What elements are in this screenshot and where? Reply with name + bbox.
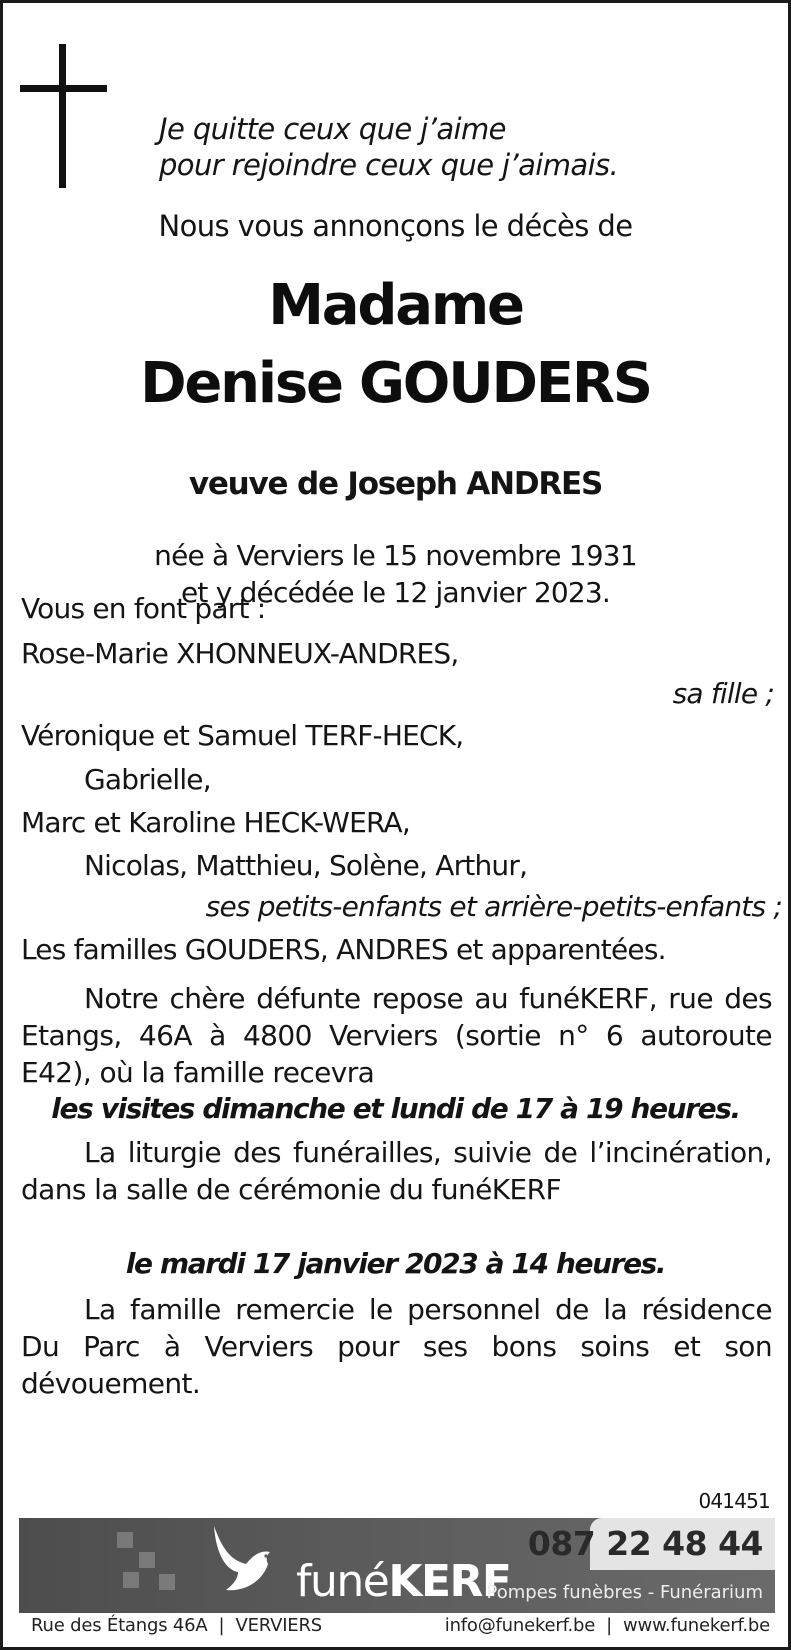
family-relatives: Les familles GOUDERS, ANDRES et apparentées. <box>21 933 666 966</box>
footer <box>31 1615 770 1636</box>
thanks-paragraph: La famille remercie le personnel de la résidence Du Parc à Verviers pour ses bons soins et son dévouement. <box>21 1293 772 1400</box>
widow-of: veuve de Joseph ANDRES <box>188 466 603 502</box>
address: Rue des Étangs 46A | VERVIERS <box>31 1615 323 1636</box>
ceremony-line: le mardi 17 janvier 2023 à 14 heures. <box>125 1247 666 1280</box>
cross-icon <box>59 44 66 188</box>
family-great-grandchildren-1: Gabrielle, <box>84 763 211 796</box>
decor-square <box>117 1532 133 1548</box>
cross-icon-bar <box>20 85 107 92</box>
announcement-intro: Nous vous annonçons le décès de <box>158 209 633 243</box>
family-grandchildren-role: ses petits-enfants et arrière-petits-enfants ; <box>205 890 782 923</box>
family-great-grandchildren-2: Nicolas, Matthieu, Solène, Arthur, <box>84 849 528 882</box>
funeral-home-logo <box>296 1556 510 1607</box>
birth-line: née à Verviers le 15 novembre 1931 <box>154 539 637 572</box>
family-grandchildren-2: Marc et Karoline HECK-WERA, <box>21 806 410 839</box>
family-heading: Vous en font part : <box>21 592 266 625</box>
visits-line: les visites dimanche et lundi de 17 à 19 heures. <box>51 1092 740 1125</box>
dove-icon <box>204 1520 284 1600</box>
rest-paragraph: Notre chère défunte repose au funéKERF, rue des Etangs, 46A à 4800 Verviers (sortie n° 6 autoroute E42), où la famille recevra <box>21 982 772 1089</box>
phone-number: 087 22 48 44 <box>527 1524 763 1563</box>
epitaph-line-1: Je quitte ceux que j’aime <box>159 112 506 146</box>
brand-bold: KERF <box>388 1556 511 1607</box>
liturgy-paragraph: La liturgie des funérailles, suivie de l’incinération, dans la salle de cérémonie du funéKERF <box>21 1136 772 1206</box>
tagline: Pompes funèbres - Funérarium <box>486 1582 763 1603</box>
title-salutation: Madame <box>268 273 523 338</box>
deceased-name: Denise GOUDERS <box>140 351 651 416</box>
epitaph-line-2: pour rejoindre ceux que j’aimais. <box>159 148 619 182</box>
family-grandchildren-1: Véronique et Samuel TERF-HECK, <box>21 719 464 752</box>
family-daughter: Rose-Marie XHONNEUX-ANDRES, <box>21 637 459 670</box>
epitaph <box>159 111 618 183</box>
decor-square <box>139 1552 155 1568</box>
decor-square <box>159 1574 175 1590</box>
reference-number: 041451 <box>698 1489 770 1513</box>
funeral-home-banner <box>19 1518 775 1613</box>
family-daughter-role: sa fille ; <box>672 677 774 710</box>
brand-prefix: funé <box>296 1556 389 1607</box>
death-line: et y décédée le 12 janvier 2023. <box>181 576 610 609</box>
contact-info: info@funekerf.be | www.funekerf.be <box>444 1615 770 1636</box>
decor-square <box>123 1572 139 1588</box>
